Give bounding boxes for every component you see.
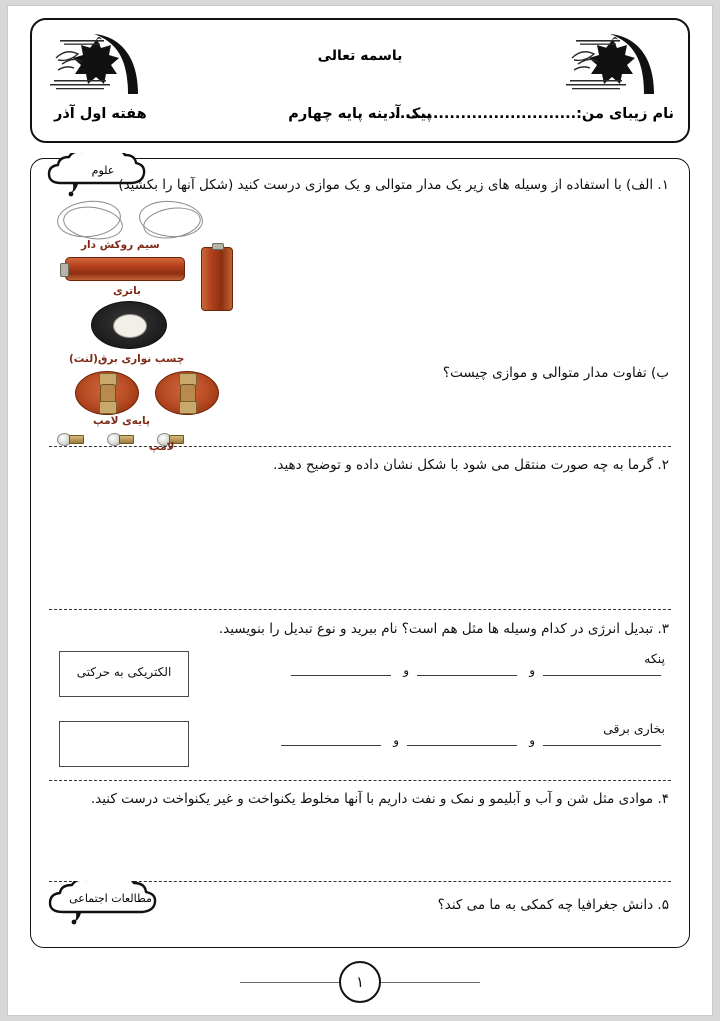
question-4: ۴. موادی مثل شن و آب و آبلیمو و نمک و نفت داریم با آنها مخلوط یکنواخت و غیر یکنواخت درست کنید. [90, 791, 669, 807]
worksheet-page [8, 6, 712, 1015]
student-name-field[interactable]: نام زیبای من:................................. [394, 106, 674, 122]
week-label: هفته اول آذر [54, 106, 147, 122]
bulb-icon-2 [107, 433, 133, 444]
question-3: ۳. تبدیل انرژی در کدام وسیله ها مثل هم است؟ نام ببرید و نوع تبدیل را بنویسید. [218, 621, 669, 637]
page-footer [30, 961, 690, 1005]
ministry-logo-left-icon [42, 28, 162, 100]
page-header [30, 18, 690, 143]
tape-label: چسب نواری برق(لنت) [69, 353, 185, 365]
question-2: ۲. گرما به چه صورت منتقل می شود با شکل نشان داده و توضیح دهید. [273, 457, 669, 473]
separator-1 [49, 446, 671, 447]
page-number-text: ۱ [355, 973, 365, 991]
device-label-1: پنکه [644, 651, 665, 666]
wire-label: سیم روکش دار [81, 239, 160, 251]
energy-answer-box-1[interactable] [59, 651, 189, 697]
device-label-2: بخاری برقی [603, 721, 665, 736]
electrical-tape-icon [91, 301, 167, 349]
answer-blank-1c[interactable] [291, 675, 391, 676]
bulb-label: لامپ [149, 441, 175, 453]
battery-label: باتری [113, 285, 141, 297]
energy-answer-box-2[interactable] [59, 721, 189, 767]
conjunction-2a: و [529, 733, 535, 747]
question-5: ۵. دانش جغرافیا چه کمکی به ما می کند؟ [437, 897, 669, 913]
energy-answer-text-1: الکتریکی به حرکتی [76, 665, 172, 679]
lamp-holder-icon-2 [155, 371, 219, 415]
ministry-logo-right-icon [558, 28, 678, 100]
battery-vertical-icon [201, 247, 233, 311]
energy-row-1 [49, 651, 671, 703]
conjunction-1b: و [403, 663, 409, 677]
answer-blank-2b[interactable] [407, 745, 517, 746]
separator-2 [49, 609, 671, 610]
worksheet-body [30, 158, 690, 948]
separator-3 [49, 780, 671, 781]
bulb-icon-1 [57, 433, 83, 444]
conjunction-2b: و [393, 733, 399, 747]
bulb-base [119, 435, 134, 444]
conjunction-1a: و [529, 663, 535, 677]
social-label-text: مطالعات اجتماعی [69, 892, 152, 905]
lamp-holder-icon-1 [75, 371, 139, 415]
bismillah-title: باسمه تعالی [317, 48, 403, 64]
question-1a: ۱. الف) با استفاده از وسیله های زیر یک مدار متوالی و یک موازی درست کنید (شکل آنها را بکشید) [118, 177, 669, 193]
worksheet-subject-title: پیک آدینه پایه چهارم [288, 106, 432, 122]
footer-rule-right [380, 982, 480, 983]
social-studies-section-label [43, 881, 178, 925]
answer-blank-1b[interactable] [417, 675, 517, 676]
answer-blank-2c[interactable] [281, 745, 381, 746]
answer-blank-1a[interactable] [543, 675, 661, 676]
holder-screw-bottom [99, 401, 117, 414]
answer-blank-2a[interactable] [543, 745, 661, 746]
energy-row-2 [49, 721, 671, 773]
question-1b: ب) تفاوت مدار متوالی و موازی چیست؟ [442, 365, 669, 381]
bulb-base [69, 435, 84, 444]
holder-screw-bottom [179, 401, 197, 414]
footer-rule-left [240, 982, 340, 983]
science-label-text: علوم [91, 164, 115, 177]
materials-illustration [51, 197, 281, 447]
lamp-holder-label: پایه‌ی لامپ [93, 415, 150, 427]
battery-horizontal-icon [65, 257, 185, 281]
page-number-badge [339, 961, 381, 1003]
